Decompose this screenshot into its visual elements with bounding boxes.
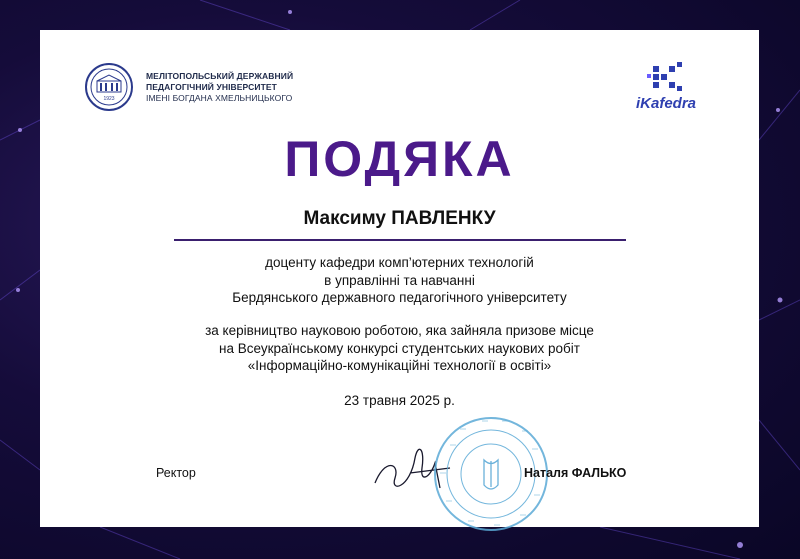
reason-line: «Інформаційно-комунікаційні технології в освіті» (247, 358, 552, 373)
university-name-line3: ІМЕНІ БОГДАНА ХМЕЛЬНИЦЬКОГО (146, 93, 293, 103)
certificate-date: 23 травня 2025 р. (344, 393, 455, 408)
recipient-position (40, 254, 759, 307)
seal-year: 1923 (103, 96, 115, 102)
recipient-name: Максиму ПАВЛЕНКУ (303, 208, 496, 229)
signatory-role: Ректор (156, 466, 196, 480)
reason-line: за керівництво науковою роботою, яка зайняла призове місце (205, 323, 594, 338)
university-name (146, 71, 293, 104)
university-name-line1: МЕЛІТОПОЛЬСЬКИЙ ДЕРЖАВНИЙ (146, 71, 294, 81)
position-line: доценту кафедри комп’ютерних технологій (265, 255, 534, 270)
signatory-name: Наталя ФАЛЬКО (524, 466, 627, 480)
ikafedra-logo-text: iKafedra (636, 95, 697, 112)
position-line: Бердянського державного педагогічного університету (232, 290, 567, 305)
certificate-title: ПОДЯКА (284, 131, 515, 187)
university-seal-icon (84, 62, 134, 112)
award-reason (40, 322, 759, 375)
reason-line: на Всеукраїнському конкурсі студентських наукових робіт (219, 340, 580, 356)
certificate-card (40, 30, 759, 527)
recipient-underline (174, 239, 626, 241)
position-line: в управлінні та навчанні (324, 272, 475, 288)
university-name-line2: ПЕДАГОГІЧНИЙ УНІВЕРСИТЕТ (146, 82, 277, 92)
